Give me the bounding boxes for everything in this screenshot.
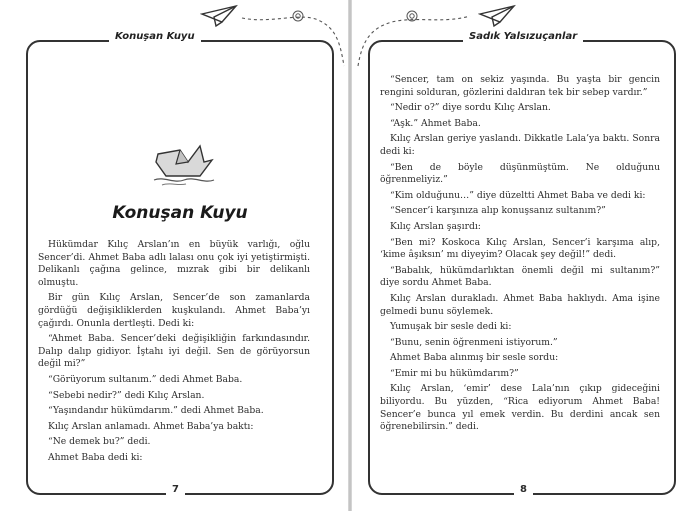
paragraph: Kılıç Arslan anlamadı. Ahmet Baba’ya baktı: <box>48 420 254 432</box>
paragraph: “Aşk.” Ahmet Baba. <box>390 117 481 129</box>
chapter-title: Konuşan Kuyu <box>112 203 248 223</box>
paragraph: Hükümdar Kılıç Arslan’ın en büyük varlığı, oğlu Sencer’di. Ahmet Baba adlı lalası onu çok iyi yetiştirmişti. Delikanlı çağına gelince, mızrak gibi bir delikanlı olmuştu. <box>38 239 310 288</box>
paragraph: “Emir mi bu hükümdarım?” <box>390 367 519 379</box>
paragraph: “Sencer’i karşınıza alıp konuşsanız sultanım?” <box>390 205 606 217</box>
paper-plane-icon <box>478 2 518 28</box>
paragraph: Yumuşak bir sesle dedi ki: <box>390 321 512 333</box>
paragraph: “Nedir o?” diye sordu Kılıç Arslan. <box>390 102 551 114</box>
paragraph: Bir gün Kılıç Arslan, Sencer’de son zamanlarda gördüğü değişikliklerden kuşkulandı. Ahmet Baba’yı çağırdı. Onunla dertleşti. Dedi ki: <box>38 292 310 329</box>
running-header-left: Konuşan Kuyu <box>109 31 201 42</box>
paragraph: “Sencer, tam on sekiz yaşında. Bu yaşta bir gencin rengini solduran, gözlerini daldıran tek bir sebep vardır.” <box>380 74 660 98</box>
paragraph: “Ben de böyle düşünmüştüm. Ne olduğunu öğrenmeliyiz.” <box>380 161 660 186</box>
paragraph: Kılıç Arslan şaşırdı: <box>390 220 481 232</box>
paragraph: Ahmet Baba alınmış bir sesle sordu: <box>390 352 559 364</box>
paragraph: “Ben mi? Koskoca Kılıç Arslan, Sencer’i karşıma alıp, ‘kime âşıksın’ mı diyeyim? Olacak şey değil!” dedi. <box>380 236 660 261</box>
paragraph: “Bunu, senin öğrenmeni istiyorum.” <box>390 336 558 348</box>
paragraph: “Yaşındandır hükümdarım.” dedi Ahmet Baba. <box>48 405 264 417</box>
paragraph: “Ahmet Baba. Sencer’deki değişikliğin farkındasındır. Dalıp dalıp gidiyor. İştahı iyi değil. Sen de görüyorsun değil mi?” <box>38 333 310 370</box>
page-number-left: 7 <box>166 484 185 495</box>
page-number-right: 8 <box>514 484 533 495</box>
paragraph: “Ne demek bu?” dedi. <box>48 436 151 448</box>
right-page-body <box>380 74 660 437</box>
paragraph: “Babalık, hükümdarlıktan önemli değil mi sultanım?” diye sordu Ahmet Baba. <box>380 264 660 289</box>
paragraph: “Sebebi nedir?” dedi Kılıç Arslan. <box>48 389 205 401</box>
running-header-right: Sadık Yalsızuçanlar <box>463 31 583 42</box>
paragraph: Kılıç Arslan, ‘emir’ dese Lala’nın çıkıp gideceğini biliyordu. Bu yüzden, “Rica ediyorum Ahmet Baba! Sencer’e bunca yıl emek verdin. Bu derdini ancak sen öğrenebilirsin.” dedi. <box>380 383 660 433</box>
paragraph: “Görüyorum sultanım.” dedi Ahmet Baba. <box>48 373 243 385</box>
paragraph: Kılıç Arslan geriye yaslandı. Dikkatle Lala’ya baktı. Sonra dedi ki: <box>380 133 660 157</box>
paragraph: Ahmet Baba dedi ki: <box>48 451 143 463</box>
paragraph: Kılıç Arslan durakladı. Ahmet Baba haklıydı. Ama işine gelmedi bunu söylemek. <box>380 292 660 317</box>
paragraph: “Kim olduğunu…” diye düzeltti Ahmet Baba ve dedi ki: <box>390 189 646 201</box>
